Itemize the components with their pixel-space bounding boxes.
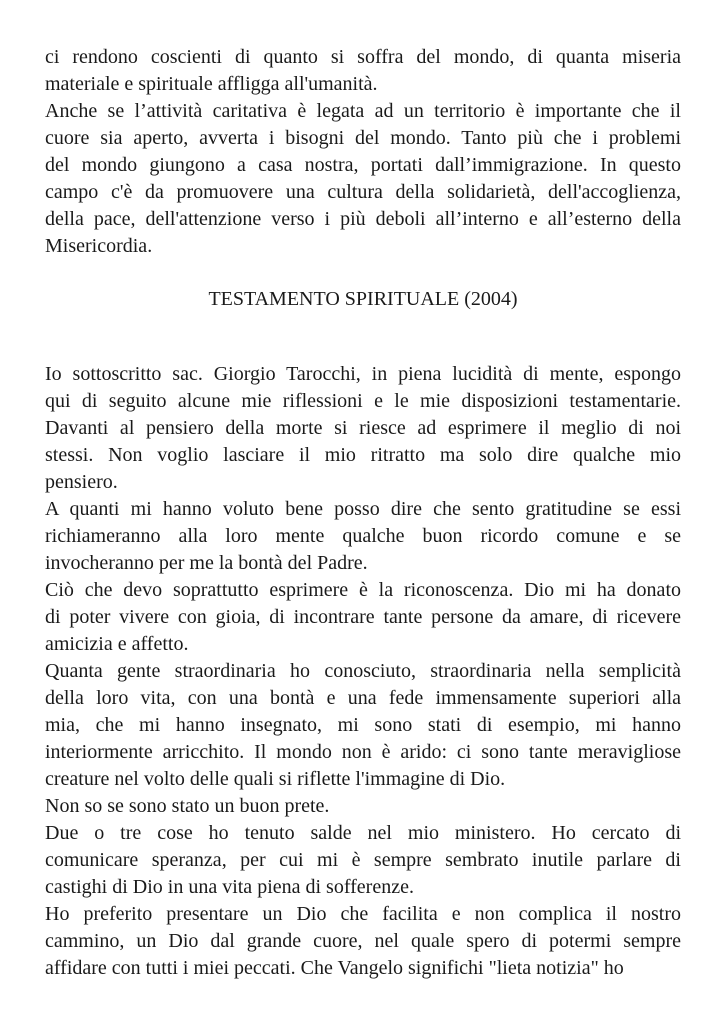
text-line: Anche se l’attività caritativa è legata ad un territorio è importante che il — [45, 100, 681, 122]
text-line: campo c'è da promuovere una cultura della solidarietà, dell'accoglienza, — [45, 181, 681, 203]
text-line: Io sottoscritto sac. Giorgio Tarocchi, in piena lucidità di mente, espongo — [45, 363, 681, 385]
paragraph — [45, 793, 681, 820]
text-line: amicizia e affetto. — [45, 633, 189, 655]
text-line: Ho preferito presentare un Dio che facilita e non complica il nostro — [45, 903, 681, 925]
text-line: qui di seguito alcune mie riflessioni e le mie disposizioni testamentarie. — [45, 390, 681, 412]
text-line: Quanta gente straordinaria ho conosciuto, straordinaria nella semplicità — [45, 660, 681, 682]
text-line: A quanti mi hanno voluto bene posso dire che sento gratitudine se essi — [45, 498, 681, 520]
section-heading: TESTAMENTO SPIRITUALE (2004) — [208, 288, 518, 310]
text-line: interiormente arricchito. Il mondo non è arido: ci sono tante meravigliose — [45, 741, 681, 763]
text-line: Misericordia. — [45, 235, 153, 257]
text-line: stessi. Non voglio lasciare il mio ritratto ma solo dire qualche mio — [45, 444, 681, 466]
text-line: affidare con tutti i miei peccati. Che Vangelo significhi "lieta notizia" ho — [45, 957, 624, 979]
paragraph — [45, 658, 681, 793]
text-line: comunicare speranza, per cui mi è sempre sembrato inutile parlare di — [45, 849, 681, 871]
document-body — [45, 44, 681, 982]
text-line: richiameranno alla loro mente qualche buon ricordo comune e se — [45, 525, 681, 547]
paragraph — [45, 577, 681, 658]
text-line: invocheranno per me la bontà del Padre. — [45, 552, 368, 574]
text-line: mia, che mi hanno insegnato, mi sono stati di esempio, mi hanno — [45, 714, 681, 736]
text-line: della pace, dell'attenzione verso i più deboli all’interno e all’esterno della — [45, 208, 681, 230]
paragraph — [45, 44, 681, 98]
paragraph — [45, 820, 681, 901]
text-line: Due o tre cose ho tenuto salde nel mio ministero. Ho cercato di — [45, 822, 681, 844]
text-line: castighi di Dio in una vita piena di sofferenze. — [45, 876, 414, 898]
text-line: Ciò che devo soprattutto esprimere è la riconoscenza. Dio mi ha donato — [45, 579, 681, 601]
text-line: di poter vivere con gioia, di incontrare tante persone da amare, di ricevere — [45, 606, 681, 628]
text-line: materiale e spirituale affligga all'umanità. — [45, 73, 378, 95]
paragraph — [45, 901, 681, 982]
text-line: cammino, un Dio dal grande cuore, nel quale spero di potermi sempre — [45, 930, 681, 952]
text-line: cuore sia aperto, avverta i bisogni del mondo. Tanto più che i problemi — [45, 127, 681, 149]
text-line: pensiero. — [45, 471, 118, 493]
paragraph — [45, 361, 681, 496]
text-line: Non so se sono stato un buon prete. — [45, 795, 330, 817]
paragraph — [45, 98, 681, 260]
text-line: del mondo giungono a casa nostra, portati dall’immigrazione. In questo — [45, 154, 681, 176]
text-line: Davanti al pensiero della morte si riesce ad esprimere il meglio di noi — [45, 417, 681, 439]
text-line: creature nel volto delle quali si riflette l'immagine di Dio. — [45, 768, 506, 790]
text-line: ci rendono coscienti di quanto si soffra del mondo, di quanta miseria — [45, 46, 681, 68]
paragraph — [45, 496, 681, 577]
text-line: della loro vita, con una bontà e una fede immensamente superiori alla — [45, 687, 681, 709]
